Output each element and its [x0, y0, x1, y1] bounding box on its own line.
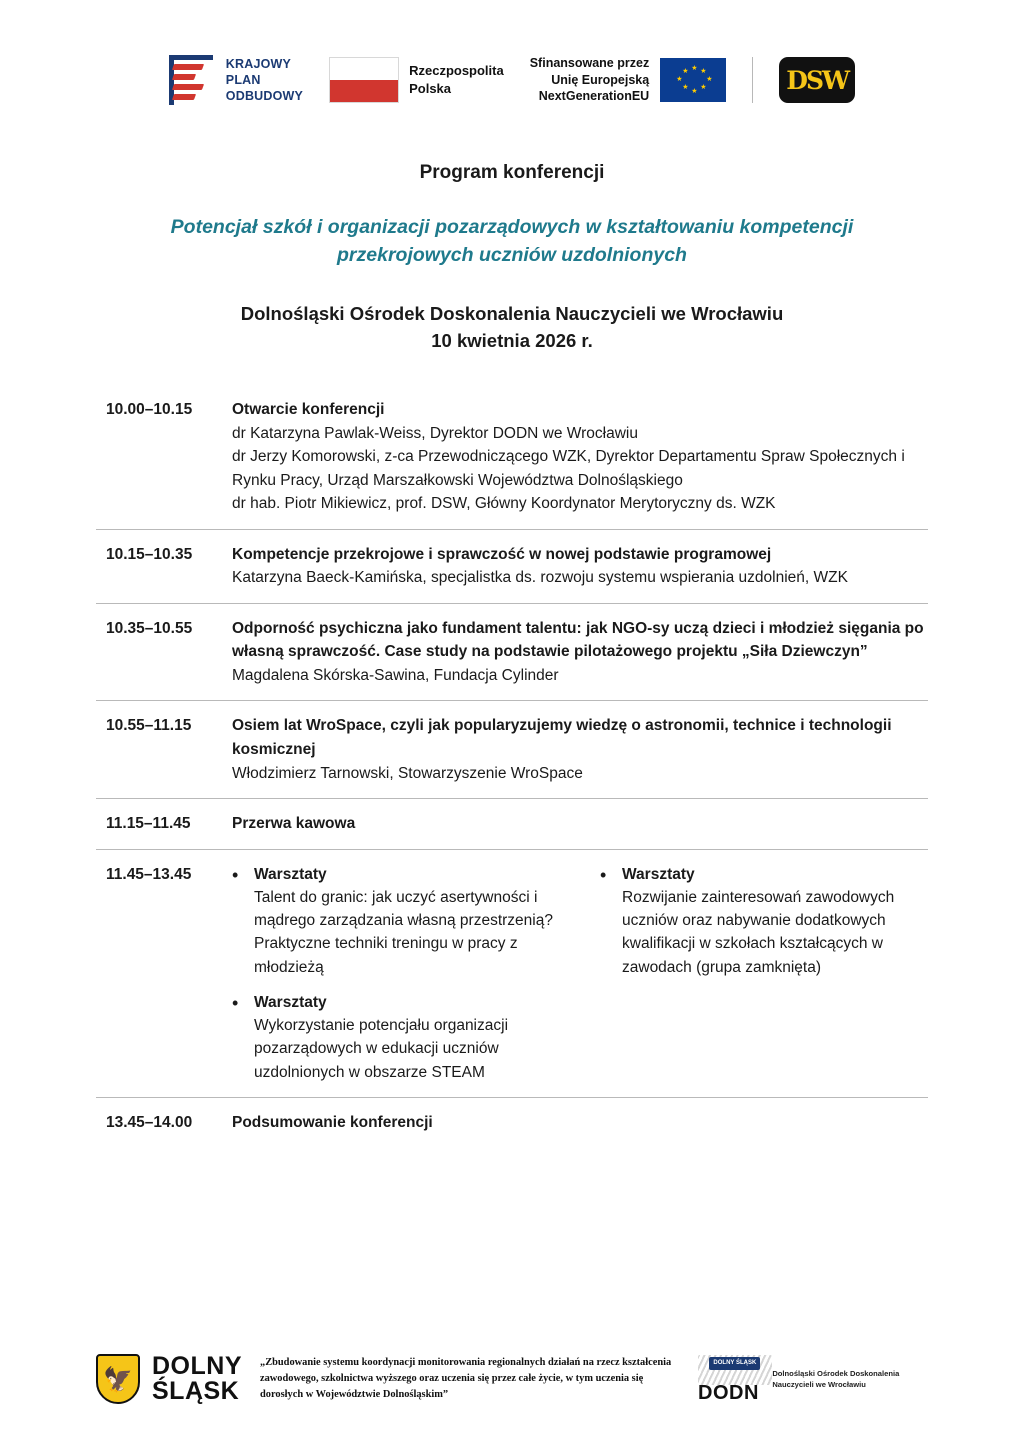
conference-subtitle-line-2: przekrojowych uczniów uzdolnionych	[337, 243, 687, 266]
agenda-heading: Kompetencje przekrojowe i sprawczość w nowej podstawie programowej	[232, 545, 772, 563]
agenda-row-closing	[96, 1097, 928, 1148]
agenda-time: 10.35–10.55	[106, 619, 193, 637]
region-line-1: DOLNY	[152, 1351, 242, 1380]
polish-flag-icon	[329, 57, 399, 103]
eu-line-3: NextGenerationEU	[538, 89, 650, 104]
dsw-logo-label: DSW	[786, 65, 849, 95]
project-quote: „Zbudowanie systemu koordynacji monitorowania regionalnych działań na rzecz kształcenia zawodowego, szkolnictwa wyższego oraz uczenia się przez całe życie, w tym uczenia się dorosłych w Województwie Dolnośląskim”	[260, 1356, 672, 1401]
agenda-time: 10.15–10.35	[106, 545, 193, 563]
agenda-row-workshops	[96, 849, 928, 1097]
agenda-row	[96, 385, 928, 529]
dodn-caption: Dolnośląski Ośrodek Doskonalenia Nauczycieli we Wrocławiu	[772, 1369, 900, 1389]
page-title: Program konferencji	[419, 162, 605, 183]
agenda-detail: Katarzyna Baeck-Kamińska, specjalistka ds. rozwoju systemu wspierania uzdolnień, WZK	[232, 569, 848, 587]
agenda-time: 11.15–11.45	[106, 815, 191, 833]
eu-logo-text	[530, 55, 649, 105]
agenda-content	[232, 812, 928, 836]
dodn-logo	[698, 1353, 928, 1405]
agenda-time: 10.55–11.15	[106, 717, 192, 735]
european-union-logo	[530, 55, 726, 105]
agenda-time: 11.45–13.45	[106, 865, 192, 883]
workshop-description: Wykorzystanie potencjału organizacji pozarządowych w edukacji uczniów uzdolnionych w obszarze STEAM	[254, 1017, 509, 1081]
agenda-detail: Magdalena Skórska-Sawina, Fundacja Cylinder	[232, 666, 559, 684]
dodn-book-icon	[698, 1353, 762, 1405]
republic-logo-text	[409, 62, 504, 97]
agenda-heading: Odporność psychiczna jako fundament talentu: jak NGO-sy uczą dzieci i młodzież sięgania po własną sprawczość. Case study na podstawie pilotażowego projektu „Siła Dziewczyn”	[232, 619, 924, 661]
agenda-detail: dr hab. Piotr Mikiewicz, prof. DSW, Główny Koordynator Merytoryczny ds. WZK	[232, 495, 776, 513]
agenda-table	[96, 385, 928, 1147]
dodn-badge: DOLNY ŚLĄSK	[709, 1357, 760, 1370]
kpo-line-3: ODBUDOWY	[225, 89, 304, 103]
bullet-icon: •	[232, 992, 239, 1013]
conference-venue	[96, 301, 928, 355]
kpo-logo	[169, 55, 303, 105]
eu-flag-icon: ★ ★ ★ ★ ★ ★ ★ ★	[660, 58, 726, 102]
agenda-content	[232, 398, 928, 516]
list-item	[232, 991, 560, 1084]
agenda-time: 10.00–10.15	[106, 401, 193, 418]
conference-date: 10 kwietnia 2026 r.	[431, 330, 593, 352]
workshops-column-right	[600, 863, 928, 1084]
logo-divider	[752, 57, 753, 103]
list-item	[600, 863, 928, 979]
workshop-description: Talent do granic: jak uczyć asertywności i mądrego zarządzania własną przestrzenią? Praktyczne techniki treningu w pracy z młodzieżą	[254, 888, 553, 976]
conference-subtitle-line-1: Potencjał szkół i organizacji pozarządowych w kształtowaniu kompetencji	[170, 216, 854, 238]
eu-line-1: Sfinansowane przez	[529, 56, 650, 71]
agenda-heading: Otwarcie konferencji	[232, 401, 385, 418]
agenda-row	[96, 529, 928, 603]
agenda-content	[232, 617, 928, 688]
kpo-line-1: KRAJOWY	[225, 57, 292, 71]
agenda-row	[96, 798, 928, 849]
coat-of-arms-icon: 🦅	[96, 1354, 140, 1404]
kpo-logo-icon	[169, 55, 217, 105]
agenda-detail: Włodzimierz Tarnowski, Stowarzyszenie WroSpace	[232, 764, 583, 782]
conference-subtitle	[96, 214, 928, 269]
workshop-title: Warsztaty	[622, 865, 695, 883]
lower-silesia-label	[152, 1351, 242, 1405]
agenda-heading: Przerwa kawowa	[232, 815, 356, 833]
agenda-content	[232, 543, 928, 590]
venue-name: Dolnośląski Ośrodek Doskonalenia Nauczycieli we Wrocławiu	[240, 303, 784, 325]
kpo-line-2: PLAN	[225, 73, 261, 87]
lower-silesia-logo	[96, 1351, 242, 1405]
kpo-logo-text	[226, 56, 303, 104]
workshop-title: Warsztaty	[254, 993, 327, 1011]
list-item	[232, 863, 560, 979]
footer	[96, 1353, 928, 1405]
republic-of-poland-logo	[329, 57, 504, 103]
dsw-logo-icon	[779, 57, 855, 103]
funding-logo-strip	[96, 0, 928, 116]
agenda-detail: dr Katarzyna Pawlak-Weiss, Dyrektor DODN we Wrocławiu	[232, 424, 638, 442]
agenda-content	[232, 1111, 928, 1135]
region-line-2: ŚLĄSK	[152, 1377, 240, 1405]
agenda-time: 13.45–14.00	[106, 1113, 193, 1131]
republic-line-2: Polska	[409, 81, 452, 96]
workshop-title: Warsztaty	[254, 865, 327, 883]
agenda-detail: dr Jerzy Komorowski, z-ca Przewodniczącego WZK, Dyrektor Departamentu Spraw Społecznych i Rynku Pracy, Urząd Marszałkowski Województwa Dolnośląskiego	[232, 448, 905, 489]
republic-line-1: Rzeczpospolita	[409, 63, 504, 79]
agenda-heading: Osiem lat WroSpace, czyli jak popularyzujemy wiedzę o astronomii, technice i technologii kosmicznej	[232, 717, 892, 759]
bullet-icon: •	[600, 864, 607, 885]
bullet-icon: •	[232, 864, 239, 885]
workshop-description: Rozwijanie zainteresowań zawodowych uczniów oraz nabywanie dodatkowych kwalifikacji w szkołach kształcących w zawodach (grupa zamknięta)	[622, 888, 895, 976]
agenda-content	[232, 863, 928, 1084]
workshops-column-left	[232, 863, 560, 1084]
agenda-row	[96, 700, 928, 798]
eu-line-2: Unię Europejską	[551, 72, 650, 87]
agenda-heading: Podsumowanie konferencji	[232, 1113, 433, 1131]
agenda-content	[232, 714, 928, 785]
dodn-word: DODN	[698, 1382, 759, 1404]
agenda-row	[96, 603, 928, 701]
